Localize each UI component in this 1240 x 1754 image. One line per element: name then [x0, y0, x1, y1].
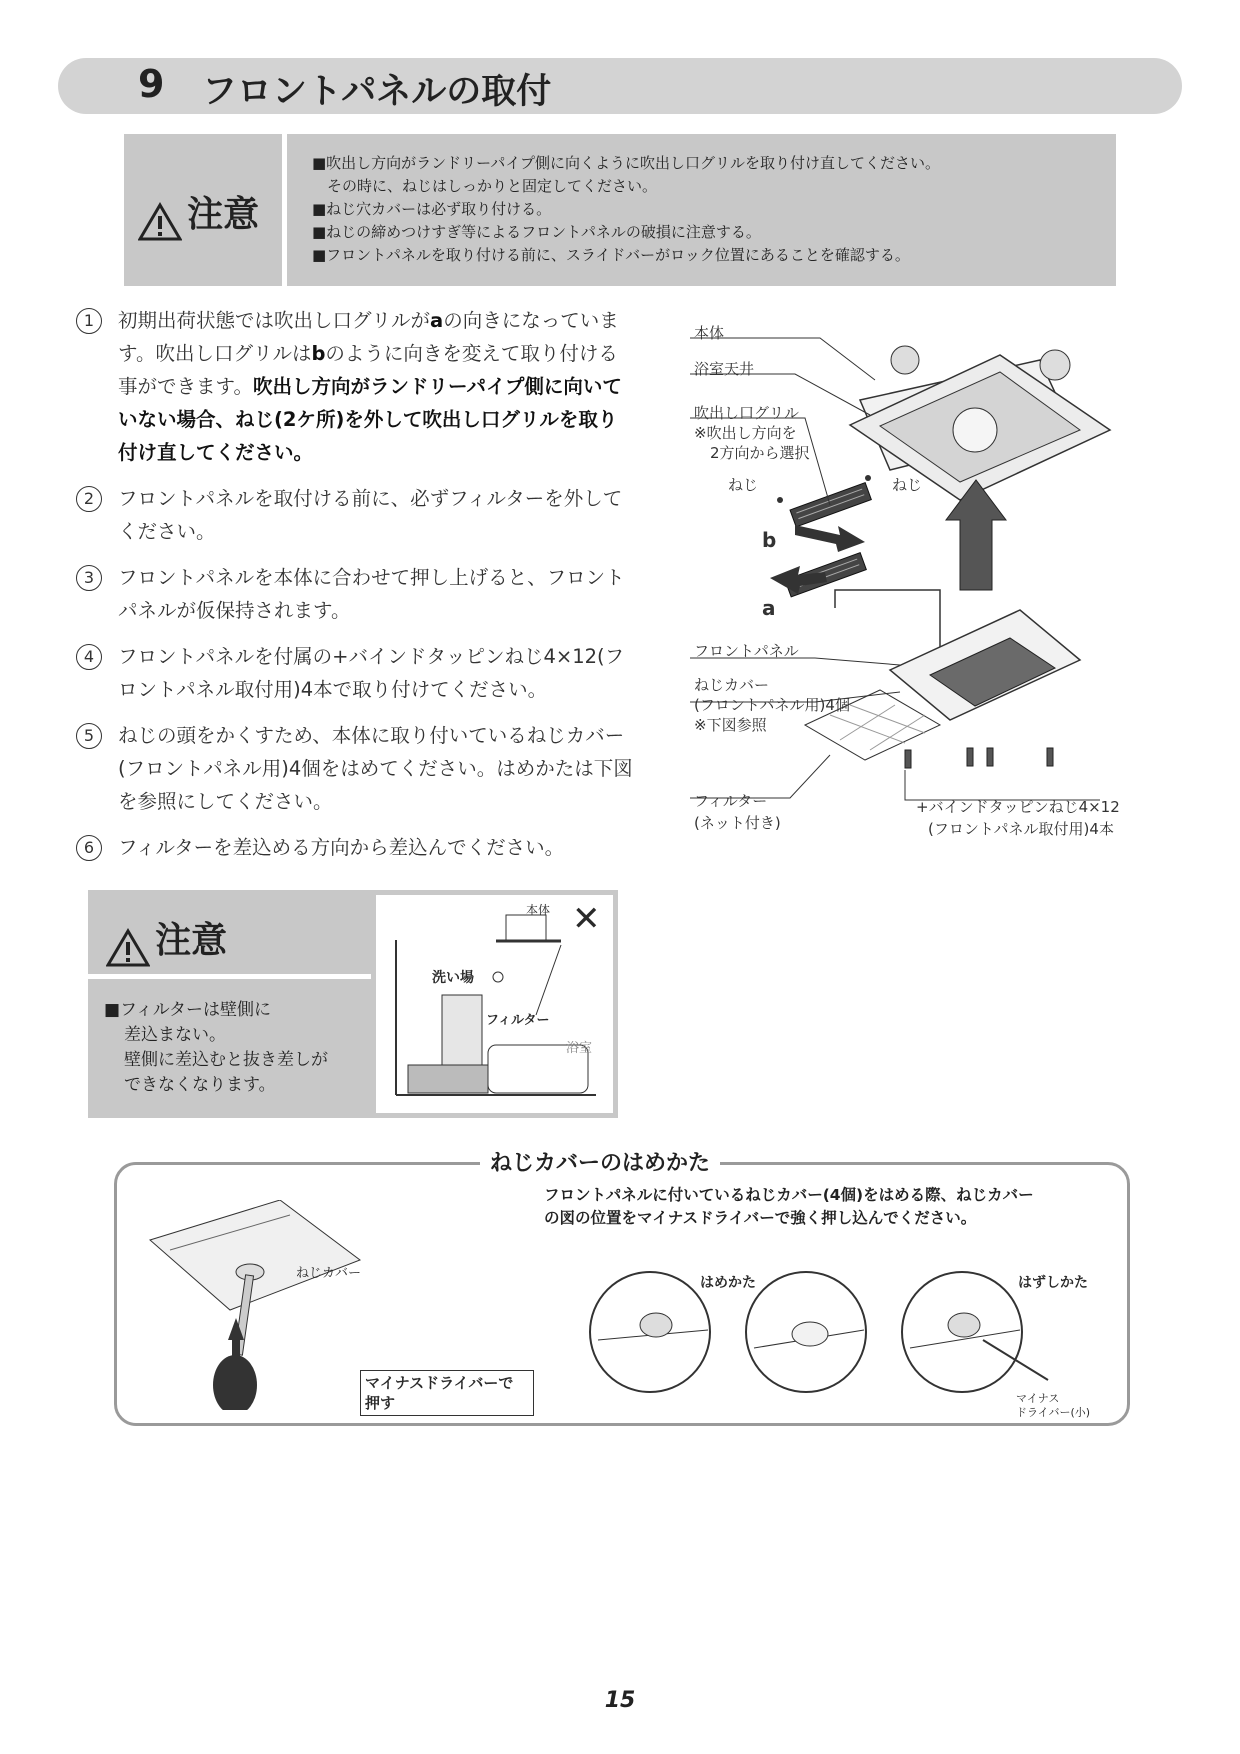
caution-list	[312, 152, 1102, 267]
driver-label-line: マイナス	[1016, 1392, 1060, 1405]
step-number: 3	[76, 565, 102, 591]
screw-cover-desc-line: フロントパネルに付いているねじカバー(4個)をはめる際、ねじカバー	[544, 1186, 1034, 1204]
label-screw-cover-sub: (フロントパネル用)4個	[694, 696, 850, 714]
label-b: b	[762, 528, 777, 552]
caution-line: できなくなります。	[124, 1075, 276, 1095]
label-filter-sub: (ネット付き)	[694, 814, 781, 832]
label-screw-cover-small: ねじカバー	[296, 1266, 362, 1281]
push-label-box	[360, 1370, 534, 1416]
close-icon: ✕	[572, 899, 601, 939]
label-grille-note2: 2方向から選択	[710, 444, 810, 462]
caution-line: 差込まない。	[124, 1025, 226, 1045]
step-text: 初期出荷状態では吹出し口グリルが	[118, 309, 431, 332]
caution-label: 注意	[155, 920, 228, 961]
caution-item: ■ねじの締めつけすぎ等によるフロントパネルの破損に注意する。	[312, 223, 761, 241]
step-item	[74, 640, 634, 706]
caution-line: 壁側に差込むと抜き差しが	[124, 1050, 328, 1070]
step-number: 4	[76, 644, 102, 670]
screw-left	[777, 497, 783, 503]
driver-label-line: ドライバー(小)	[1016, 1406, 1091, 1419]
fig-washroom: 洗い場	[432, 970, 474, 986]
step-bold-text: a	[430, 309, 444, 332]
caution-label-cell	[124, 134, 287, 286]
label-grille: 吹出し口グリル	[694, 404, 800, 422]
step-item	[74, 482, 634, 548]
screw-right	[865, 475, 871, 481]
label-bind-screw-sub: (フロントパネル取付用)4本	[928, 820, 1114, 838]
step-number: 1	[76, 308, 102, 334]
step-list	[74, 304, 634, 877]
label-front-panel: フロントパネル	[694, 642, 799, 660]
label-screw-right: ねじ	[892, 476, 923, 494]
label-screw-cover-note: ※下図参照	[694, 716, 767, 734]
screw-cover-desc	[544, 1184, 1064, 1230]
warning-icon	[106, 928, 150, 968]
assembly-diagram	[690, 320, 1150, 840]
screwdriver-diagram	[140, 1200, 380, 1410]
caution-label: 注意	[187, 194, 260, 235]
fan-circle	[953, 408, 997, 452]
warning-icon	[138, 202, 182, 242]
step-number: 6	[76, 835, 102, 861]
step-item	[74, 561, 634, 627]
step-text: フィルターを差込める方向から差込んでください。	[118, 836, 565, 859]
arrow-b	[795, 525, 865, 552]
label-remove: はずしかた	[1018, 1275, 1088, 1291]
push-label-line: マイナスドライバーで	[365, 1374, 514, 1392]
label-grille-note1: ※吹出し方向を	[694, 424, 797, 442]
label-a: a	[762, 596, 776, 620]
step-item	[74, 304, 634, 469]
caution-line: ■フィルターは壁側に	[104, 1000, 272, 1020]
bathroom-figure	[371, 890, 618, 1118]
section-number: 9	[138, 62, 165, 106]
caution-item: ■ねじ穴カバーは必ず取り付ける。	[312, 200, 552, 218]
label-driver	[1016, 1392, 1090, 1420]
step-text: フロントパネルを本体に合わせて押し上げると、フロントパネルが仮保持されます。	[118, 566, 625, 622]
caution-box-top	[124, 134, 1116, 286]
step-number: 5	[76, 723, 102, 749]
duct-left	[891, 346, 919, 374]
fig-bathroom: 浴室	[566, 1041, 593, 1056]
caution-item: その時に、ねじはしっかりと固定してください。	[312, 177, 658, 195]
fig-filter: フィルター	[486, 1013, 550, 1028]
caution-item: ■フロントパネルを取り付ける前に、スライドバーがロック位置にあることを確認する。	[312, 246, 910, 264]
label-body: 本体	[694, 324, 725, 342]
fig-body: 本体	[526, 903, 551, 917]
step-text: ねじの頭をかくすため、本体に取り付いているねじカバー(フロントパネル用)4個をはめてください。はめかたは下図を参照にしてください。	[118, 724, 633, 813]
step-bold-text: 吹出し方向がランドリーパイプ側に向いていない場合、ねじ(2ケ所)を外して吹出し口グリルを取り付け直してください。	[118, 375, 622, 464]
section-title: フロントパネルの取付	[202, 72, 552, 112]
caution-box-filter	[88, 890, 618, 1118]
label-bind-screw: +バインドタッピンねじ4×12	[916, 798, 1120, 816]
duct-right	[1040, 350, 1070, 380]
step-item	[74, 831, 634, 864]
caution-label-cell	[88, 890, 371, 979]
label-screw-left: ねじ	[728, 476, 759, 494]
step-number: 2	[76, 486, 102, 512]
caution-filter-text	[104, 998, 364, 1098]
label-ceiling: 浴室天井	[694, 360, 755, 378]
step-text: の向きになっています。吹出し口グリルは	[118, 309, 619, 365]
step-bold-text: b	[311, 342, 326, 365]
step-text: フロントパネルを付属の+バインドタッピンねじ4×12(フロントパネル取付用)4本で取り付けてください。	[118, 645, 625, 701]
label-fit: はめかた	[700, 1275, 756, 1291]
screw-cover-title: ねじカバーのはめかた	[480, 1146, 720, 1177]
label-screw-cover: ねじカバー	[694, 676, 770, 694]
caution-item: ■吹出し方向がランドリーパイプ側に向くように吹出し口グリルを取り付け直してください。	[312, 154, 940, 172]
bind-screws	[905, 748, 1053, 768]
push-label-line: 押す	[365, 1394, 396, 1412]
page-number: 15	[604, 1688, 636, 1713]
screw-cover-desc-line: の図の位置をマイナスドライバーで強く押し込んでください。	[544, 1209, 977, 1227]
grille-b	[790, 483, 871, 527]
label-filter: フィルター	[694, 792, 768, 810]
step-text: のように向きを変えて取り付ける事ができます。	[118, 342, 618, 398]
step-text: フロントパネルを取付ける前に、必ずフィルターを外してください。	[118, 487, 623, 543]
step-item	[74, 719, 634, 818]
